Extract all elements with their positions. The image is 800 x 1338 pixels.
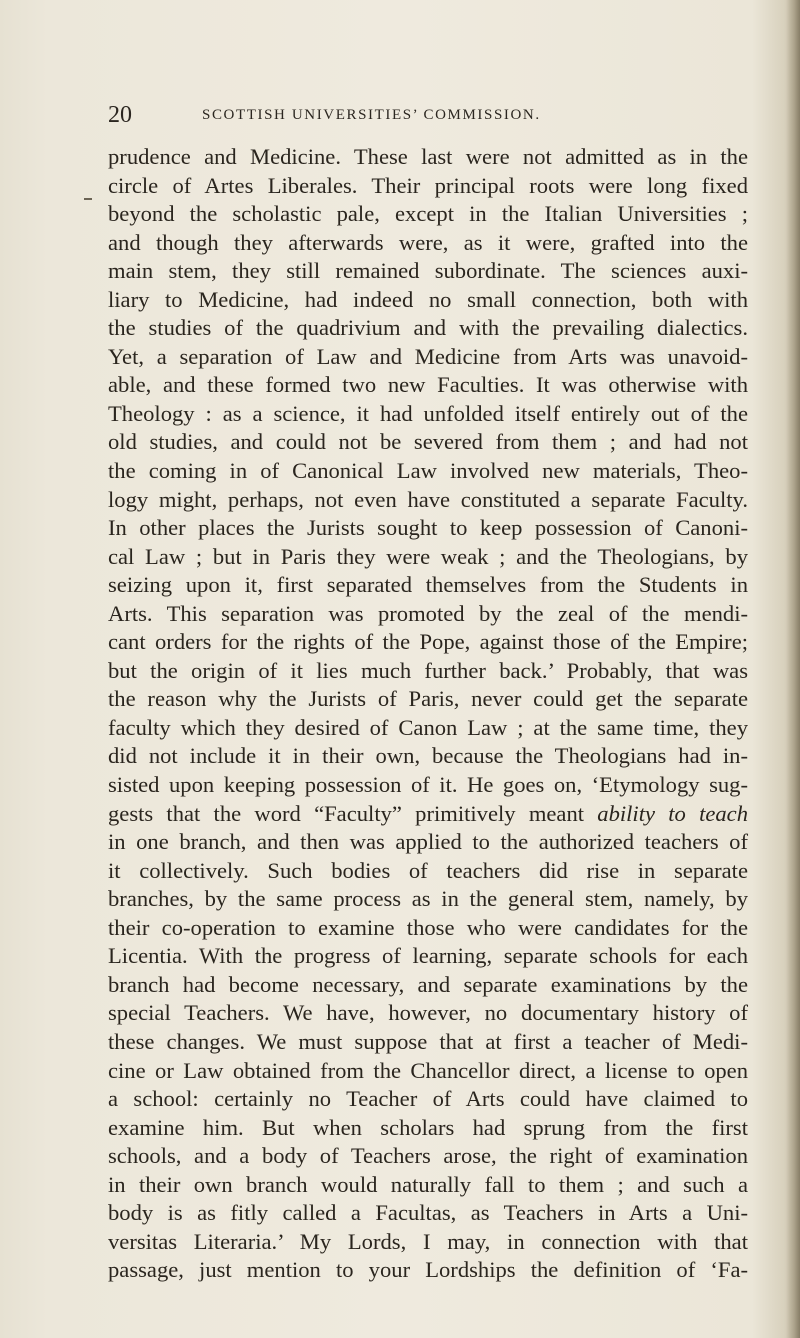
running-header bbox=[108, 102, 728, 132]
margin-mark bbox=[84, 198, 92, 200]
text-line: circle of Artes Liberales. Their principal roots were long fixed bbox=[108, 172, 748, 198]
text-line: special Teachers. We have, however, no documentary history of bbox=[108, 1000, 748, 1026]
text-line: Arts. This separation was promoted by the zeal of the mendi- bbox=[108, 600, 748, 626]
text-line: but the origin of it lies much further back.’ Probably, that was bbox=[108, 657, 748, 683]
text-line: main stem, they still remained subordinate. The sciences auxi- bbox=[108, 258, 748, 284]
text-line: seizing upon it, first separated themselves from the Students in bbox=[108, 572, 748, 598]
text-line: sisted upon keeping possession of it. He goes on, ‘Etymology sug- bbox=[108, 772, 748, 798]
text-line-with-italic bbox=[108, 800, 748, 829]
text-line: branches, by the same process as in the general stem, namely, by bbox=[108, 886, 748, 912]
text-line: liary to Medicine, had indeed no small connection, both with bbox=[108, 286, 748, 312]
text-line: the coming in of Canonical Law involved new materials, Theo- bbox=[108, 458, 748, 484]
text-line: the reason why the Jurists of Paris, never could get the separate bbox=[108, 686, 748, 712]
text-line: versitas Literaria.’ My Lords, I may, in connection with that bbox=[108, 1228, 748, 1254]
text-line: body is as fitly called a Facultas, as Teachers in Arts a Uni- bbox=[108, 1200, 748, 1226]
page-number: 20 bbox=[108, 102, 132, 128]
italic-phrase: ability to teach bbox=[597, 800, 749, 826]
text-line: able, and these formed two new Faculties. It was otherwise with bbox=[108, 372, 748, 398]
text-line-start: gests that the word “Faculty” primitively meant bbox=[108, 800, 598, 826]
text-line: did not include it in their own, because the Theologians had in- bbox=[108, 743, 748, 769]
text-line: it collectively. Such bodies of teachers did rise in separate bbox=[108, 857, 748, 883]
text-line: these changes. We must suppose that at first a teacher of Medi- bbox=[108, 1028, 748, 1054]
text-line: cant orders for the rights of the Pope, against those of the Empire; bbox=[108, 629, 748, 655]
text-line: passage, just mention to your Lordships the definition of ‘Fa- bbox=[108, 1257, 748, 1283]
page-edge-shadow bbox=[786, 0, 800, 1338]
text-line: branch had become necessary, and separate examinations by the bbox=[108, 971, 748, 997]
text-line: cal Law ; but in Paris they were weak ; and the Theologians, by bbox=[108, 543, 748, 569]
text-line: in their own branch would naturally fall to them ; and such a bbox=[108, 1171, 748, 1197]
text-line: examine him. But when scholars had sprung from the first bbox=[108, 1114, 748, 1140]
text-line: schools, and a body of Teachers arose, the right of examination bbox=[108, 1143, 748, 1169]
text-line: a school: certainly no Teacher of Arts could have claimed to bbox=[108, 1086, 748, 1112]
text-line: their co-operation to examine those who were candidates for the bbox=[108, 914, 748, 940]
text-line: old studies, and could not be severed from them ; and had not bbox=[108, 429, 748, 455]
text-line: Theology : as a science, it had unfolded itself entirely out of the bbox=[108, 400, 748, 426]
text-line: Yet, a separation of Law and Medicine from Arts was unavoid- bbox=[108, 343, 748, 369]
text-line: prudence and Medicine. These last were not admitted as in the bbox=[108, 144, 748, 169]
text-line: the studies of the quadrivium and with the prevailing dialectics. bbox=[108, 315, 748, 341]
text-line: and though they afterwards were, as it were, grafted into the bbox=[108, 229, 748, 255]
text-line: logy might, perhaps, not even have constituted a separate Faculty. bbox=[108, 486, 748, 512]
body-text bbox=[108, 143, 748, 1285]
text-line: beyond the scholastic pale, except in the Italian Universities ; bbox=[108, 201, 748, 227]
running-title: SCOTTISH UNIVERSITIES’ COMMISSION. bbox=[202, 107, 541, 123]
text-line: In other places the Jurists sought to keep possession of Canoni- bbox=[108, 515, 748, 541]
text-line: in one branch, and then was applied to the authorized teachers of bbox=[108, 829, 748, 855]
text-line: faculty which they desired of Canon Law ; at the same time, they bbox=[108, 714, 748, 740]
text-line: Licentia. With the progress of learning, separate schools for each bbox=[108, 943, 748, 969]
text-line: cine or Law obtained from the Chancellor direct, a license to open bbox=[108, 1057, 748, 1083]
